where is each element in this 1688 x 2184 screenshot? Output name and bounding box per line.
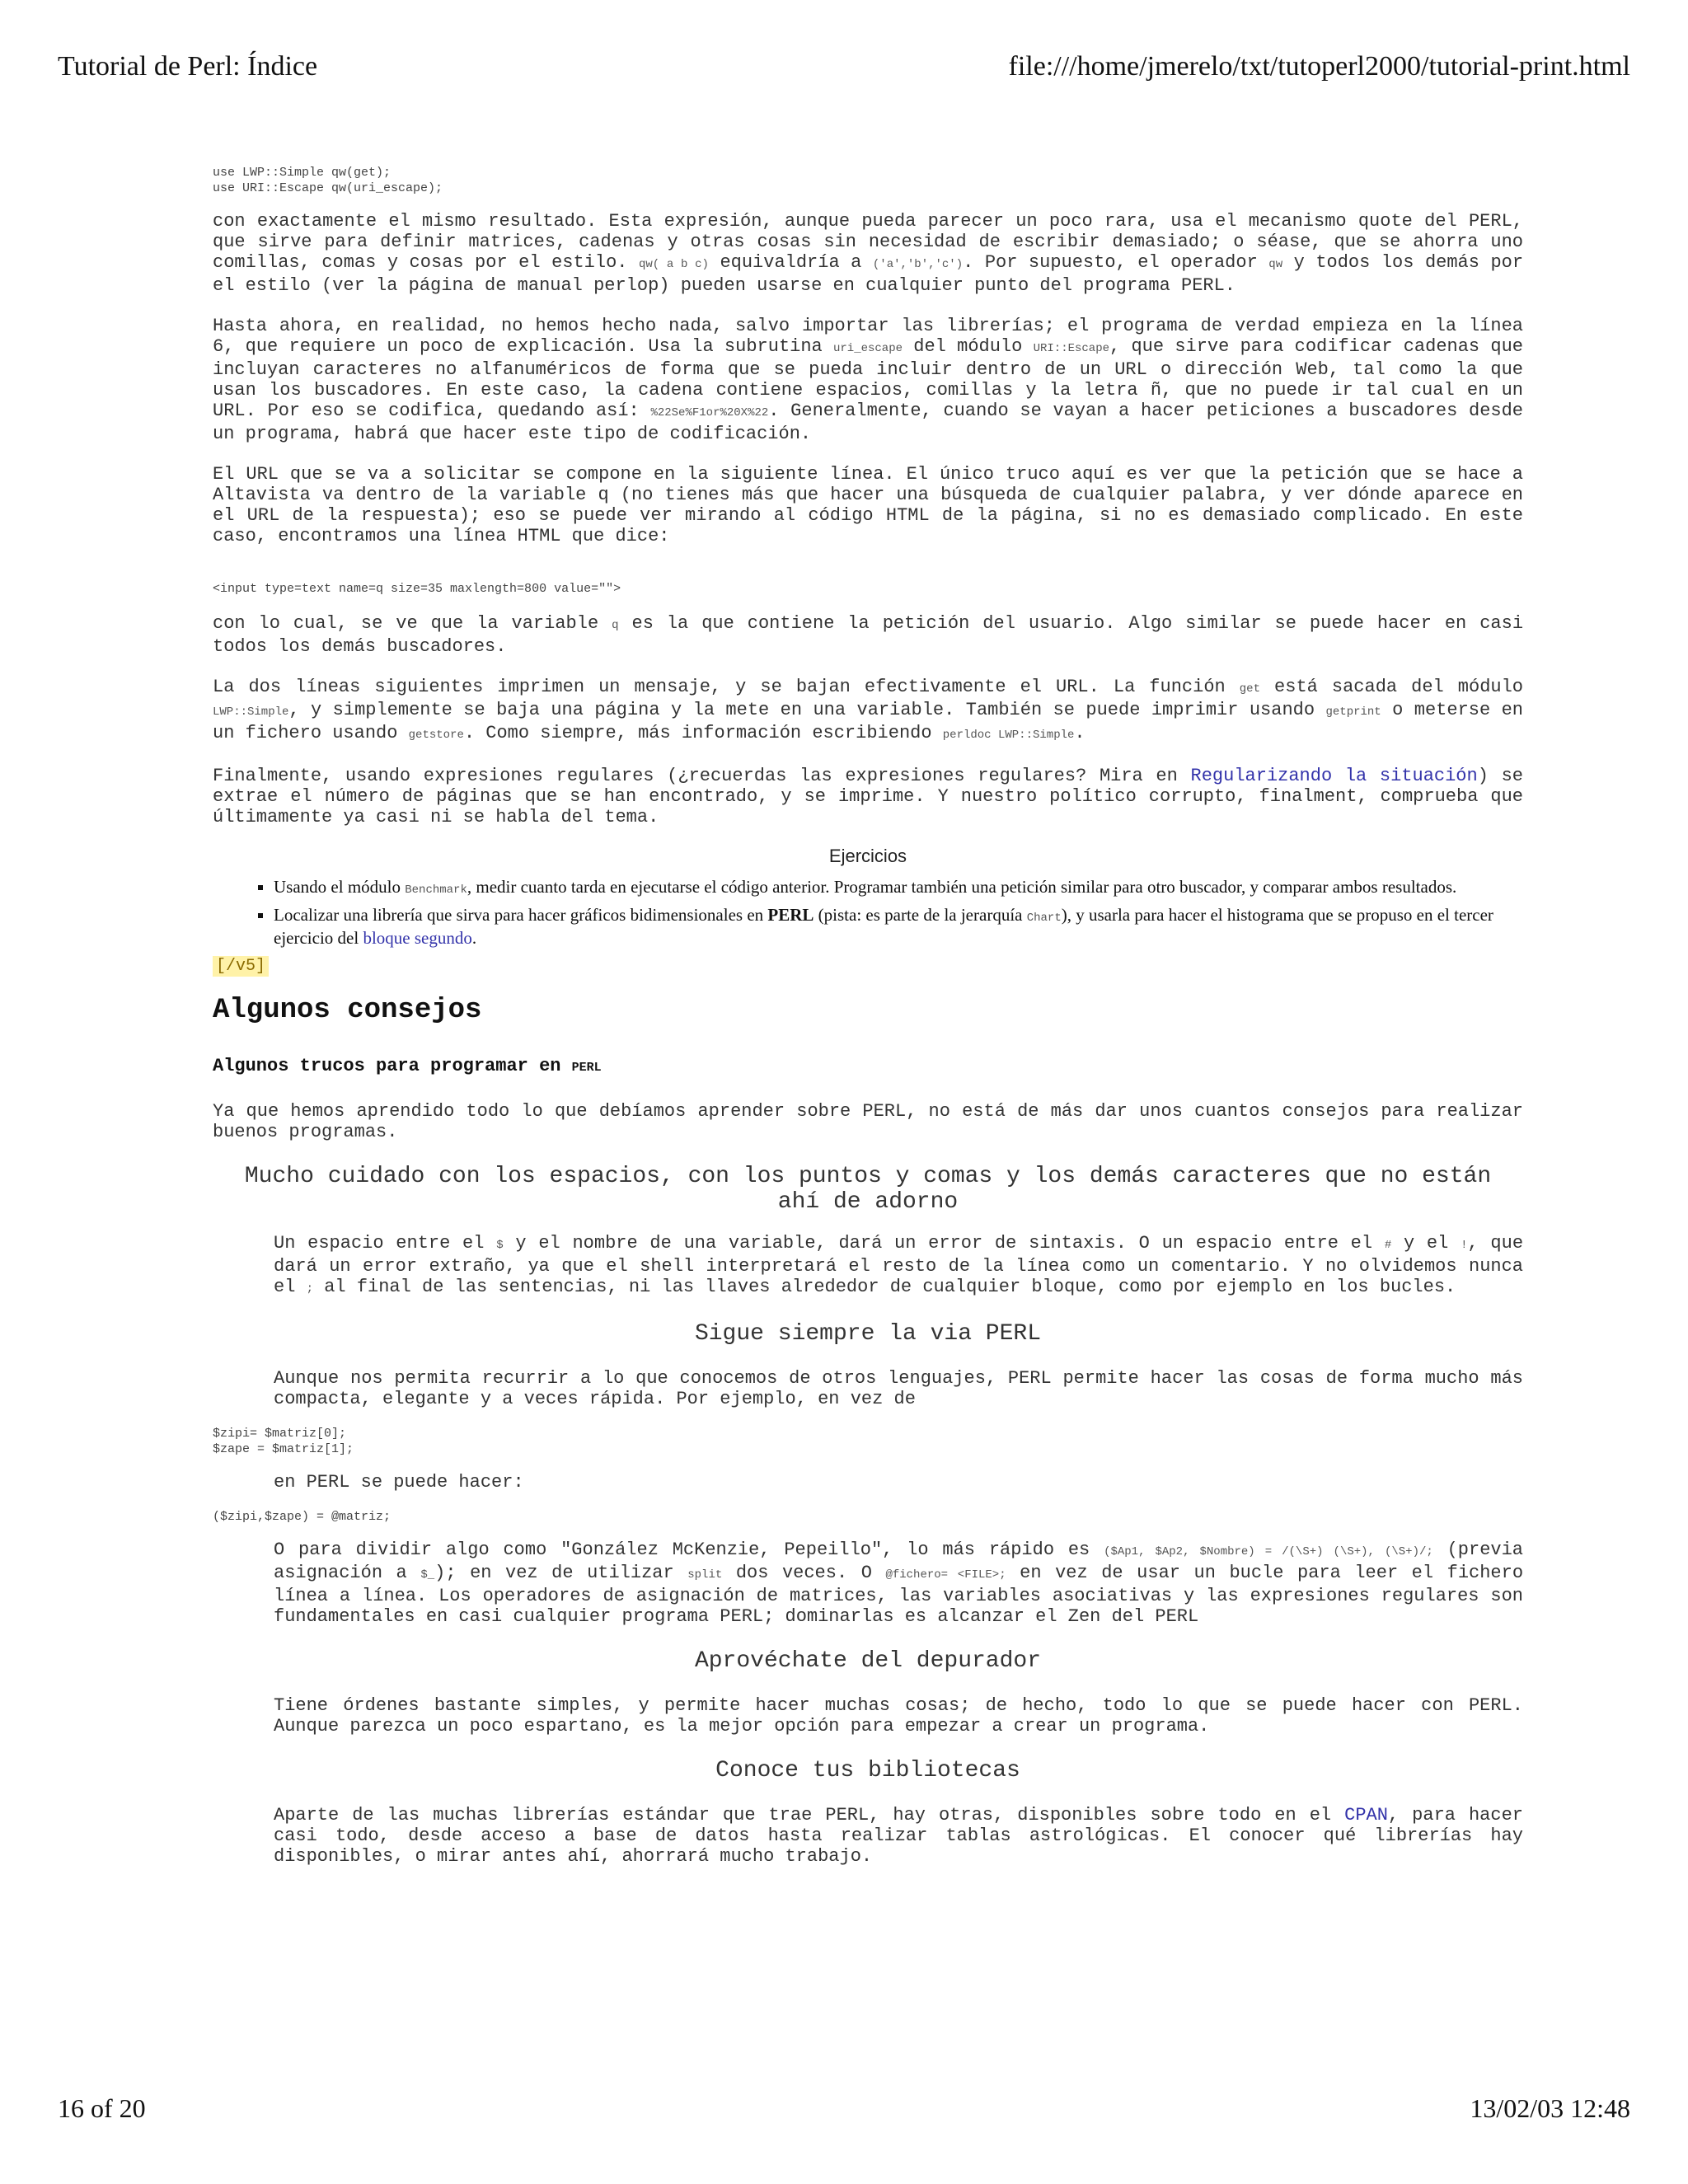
tip-text-spaces: Un espacio entre el $ y el nombre de una variable, dará un error de sintaxis. O un espacio entre el # y el !, que dará un error extraño, ya que el shell interpretará el resto de la línea como un comentario. Y no olvidemos nunca el ; al final de las sentencias, ni las llaves alrededor de cualquier bloque, como por ejemplo en los bucles. (274, 1233, 1524, 1297)
inline-code: qw (1268, 258, 1283, 271)
paragraph-uri-escape: Hasta ahora, en realidad, no hemos hecho nada, salvo importar las librerías; el programa de verdad empieza en la línea 6, que requiere un poco de explicación. Usa la subrutina uri_escape del módulo URI::Escape, que sirve para codificar cadenas que incluyan caracteres no alfanuméricos de forma que se pueda incluir dentro de un URL o dirección Web, tal como la que usan los buscadores. En este caso, la cadena contiene espacios, comillas y la letra ñ, que no puede ir tal cual en un URL. Por eso se codifica, quedando así: %22Se%F1or%20X%22. Generalmente, cuando se vayan a hacer peticiones a buscadores desde un programa, habrá que hacer este tipo de codificación. (213, 316, 1524, 444)
page-number: 16 of 20 (58, 2093, 146, 2123)
inline-code: get (1239, 682, 1260, 696)
tip-title-debugger: Aprovéchate del depurador (694, 1648, 1042, 1674)
tip-title-spaces: Mucho cuidado con los espacios, con los puntos y comas y los demás caracteres que no están ahí de adorno (244, 1164, 1492, 1215)
exercise-list (213, 877, 1523, 948)
inline-code: $ (496, 1239, 504, 1252)
link-regularizando[interactable]: Regularizando la situación (1190, 766, 1478, 786)
exercises-title: Ejercicios (828, 846, 907, 866)
subsection-heading: Algunos trucos para programar en PERL (213, 1056, 602, 1076)
print-timestamp: 13/02/03 12:48 (1470, 2093, 1630, 2123)
inline-code: split (687, 1568, 723, 1582)
inline-code: Chart (1026, 912, 1062, 925)
code-block-zipi: $zipi= $matriz[0]; $zape = $matriz[1]; (213, 1427, 354, 1456)
paragraph-qw: con exactamente el mismo resultado. Esta expresión, aunque pueda parecer un poco rara, usa el mecanismo quote del PERL, que sirve para definir matrices, cadenas y otras cosas sin necesidad de escribir demasiado; o séase, que se ahorra uno comillas, comas y cosas por el estilo. qw( a b c) equivaldría a ('a','b','c'). Por supuesto, el operador qw y todos los demás por el estilo (ver la página de manual perlop) pueden usarse en cualquier punto del programa PERL. (213, 211, 1524, 296)
inline-code: getprint (1325, 705, 1381, 719)
paragraph-intro: Ya que hemos aprendido todo lo que debíamos aprender sobre PERL, no está de más dar unos cuantos consejos para realizar buenos programas. (213, 1101, 1523, 1142)
tip-text-libraries: Aparte de las muchas librerías estándar que trae PERL, hay otras, disponibles sobre todo en el CPAN, para hacer casi todo, desde acceso a base de datos hasta realizar tablas astrológicas. El conocer qué librerías hay disponibles, o mirar antes ahí, ahorrará mucho trabajo. (274, 1805, 1523, 1867)
inline-code: ($Ap1, $Ap2, $Nombre) = /(\S+) (\S+), (\S+)/; (1104, 1545, 1433, 1558)
tip-text-perl-way: Aunque nos permita recurrir a lo que conocemos de otros lenguajes, PERL permite hacer las cosas de forma mucho más compacta, elegante y a veces rápida. Por ejemplo, en vez de (274, 1368, 1523, 1409)
inline-code: getstore (408, 729, 464, 742)
paragraph-url: El URL que se va a solicitar se compone en la siguiente línea. El único truco aquí es ver que la petición que se hace a Altavista va dentro de la variable q (no tienes más que hacer una búsqueda de cualquier palabra, y ver dónde aparece en el URL de la respuesta); eso se puede ver mirando al código HTML de la página, si no es demasiado complicado. En este caso, encontramos una línea HTML que dice: (213, 464, 1523, 546)
inline-code: uri_escape (833, 342, 903, 355)
inline-code: ; (306, 1282, 314, 1296)
tip-text-split: O para dividir algo como "González McKenzie, Pepeillo", lo más rápido es ($Ap1, $Ap2, $Nombre) = /(\S+) (\S+), (\S+)/; (previa asignación a $_); en vez de utilizar split dos veces. O @fichero= <FILE>; en vez de usar un bucle para leer el fichero línea a línea. Los operadores de asignación de matrices, las variables asociativas y las expresiones regulares son fundamentales en casi cualquier programa PERL; dominarlas es alcanzar el Zen del PERL (274, 1540, 1524, 1627)
paragraph-get: La dos líneas siguientes imprimen un mensaje, y se bajan efectivamente el URL. La función get está sacada del módulo LWP::Simple, y simplemente se baja una página y la mete en una variable. También se puede imprimir usando getprint o meterse en un fichero usando getstore. Como siempre, más información escribiendo perldoc LWP::Simple. (213, 677, 1524, 743)
code-block-imports: use LWP::Simple qw(get); use URI::Escape qw(uri_escape); (213, 166, 443, 195)
inline-code: URI::Escape (1033, 342, 1110, 355)
inline-code: %22Se%F1or%20X%22 (650, 406, 769, 419)
inline-code: ! (1461, 1239, 1468, 1252)
inline-code: @fichero= <FILE>; (885, 1568, 1006, 1582)
version-tag: [/v5] (213, 956, 269, 977)
page-content (213, 165, 1523, 1867)
inline-code: Benchmark (405, 883, 467, 897)
list-item: ▪ Localizar una librería que sirva para hacer gráficos bidimensionales en PERL (pista: es parte de la jerarquía Chart), y usarla para hacer el histograma que se propuso en el tercer ejercicio del bloque segundo. (274, 905, 1523, 948)
print-header-url: file:///home/jmerelo/txt/tutoperl2000/tutorial-print.html (1008, 51, 1630, 82)
tip-title-perl-way: Sigue siempre la via PERL (694, 1321, 1042, 1347)
section-heading: Algunos consejos (213, 995, 482, 1026)
tip-text-perl-can: en PERL se puede hacer: (274, 1472, 524, 1493)
print-header-title: Tutorial de Perl: Índice (58, 51, 318, 82)
inline-code: $_ (420, 1568, 435, 1582)
inline-code: perldoc LWP::Simple (942, 729, 1075, 742)
inline-code: # (1384, 1239, 1392, 1252)
inline-code: qw( a b c) (639, 258, 709, 271)
inline-code: q (612, 619, 619, 632)
inline-code: LWP::Simple (213, 705, 289, 719)
paragraph-regex: Finalmente, usando expresiones regulares (¿recuerdas las expresiones regulares? Mira en Regularizando la situación) se extrae el número de páginas que se han encontrado, y se imprime. Y nuestro político corrupto, finalment, comprueba que últimamente ya casi ni se habla del tema. (213, 766, 1523, 827)
tip-text-debugger: Tiene órdenes bastante simples, y permite hacer muchas cosas; de hecho, todo lo que se puede hacer con PERL. Aunque parezca un poco espartano, es la mejor opción para empezar a crear un programa. (274, 1695, 1523, 1736)
code-block-list-assign: ($zipi,$zape) = @matriz; (213, 1510, 392, 1524)
paragraph-variable-q: con lo cual, se ve que la variable q es la que contiene la petición del usuario. Algo similar se puede hacer en casi todos los demás buscadores. (213, 613, 1524, 657)
list-item: ▪ Usando el módulo Benchmark, medir cuanto tarda en ejecutarse el código anterior. Programar también una petición similar para otro buscador, y comparar ambos resultados. (274, 877, 1523, 900)
code-block-input: <input type=text name=q size=35 maxlength=800 value=""> (213, 582, 621, 596)
tip-title-libraries: Conoce tus bibliotecas (715, 1758, 1020, 1783)
link-cpan[interactable]: CPAN (1344, 1805, 1388, 1825)
link-bloque-segundo[interactable]: bloque segundo (363, 928, 472, 948)
inline-code: ('a','b','c') (872, 258, 964, 271)
